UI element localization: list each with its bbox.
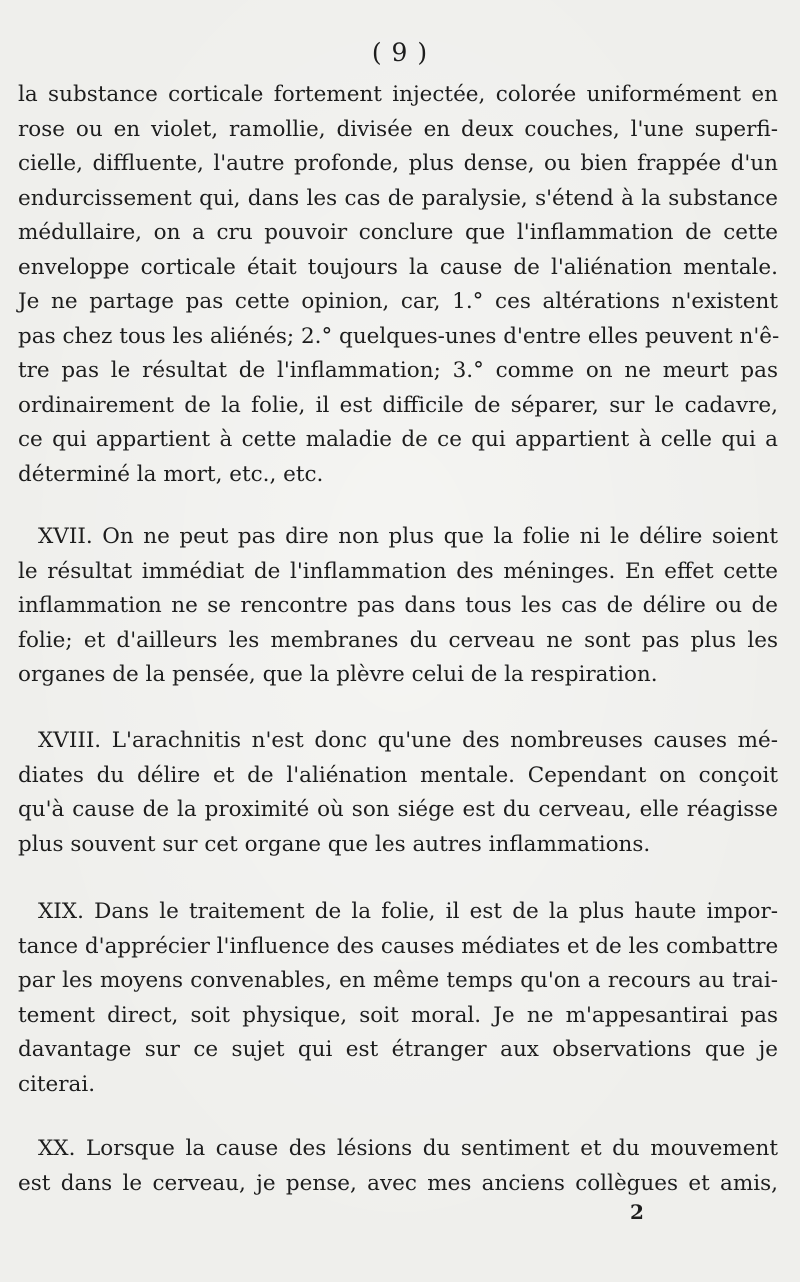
text-line: ordinairement de la folie, il est difficile de séparer, sur le cadavre, <box>18 392 778 418</box>
text-line: citerai. <box>18 1071 96 1097</box>
signature-mark: 2 <box>630 1200 644 1224</box>
text-line: qu'à cause de la proximité où son siége est du cerveau, elle réagisse <box>18 797 778 822</box>
text-line: XX. Lorsque la cause des lésions du sentiment et du mouvement <box>38 1136 778 1161</box>
text-line: tre pas le résultat de l'inflammation; 3.° comme on ne meurt pas <box>18 358 778 383</box>
section-xviii <box>18 724 778 862</box>
text-line: endurcissement qui, dans les cas de paralysie, s'étend à la substance <box>18 185 778 211</box>
text-line: davantage sur ce sujet qui est étranger aux observations que je <box>18 1037 778 1062</box>
text-line: pas chez tous les aliénés; 2.° quelques-unes d'entre elles peuvent n'ê- <box>18 323 780 349</box>
text-line: rose ou en violet, ramollie, divisée en deux couches, l'une superfi- <box>18 116 778 142</box>
text-line: tance d'apprécier l'influence des causes médiates et de les combattre <box>18 933 779 959</box>
text-line: XIX. Dans le traitement de la folie, il est de la plus haute impor- <box>38 899 778 924</box>
text-line: organes de la pensée, que la plèvre celui de la respiration. <box>18 662 658 687</box>
text-line: par les moyens convenables, en même temps qu'on a recours au trai- <box>18 968 778 993</box>
page-number: ( 9 ) <box>371 38 429 67</box>
text-line: Je ne partage pas cette opinion, car, 1.° ces altérations n'existent <box>18 289 778 314</box>
text-line: la substance corticale fortement injectée, colorée uniformément en <box>18 82 778 107</box>
text-line: XVII. On ne peut pas dire non plus que la folie ni le délire soient <box>38 524 778 549</box>
text-line: est dans le cerveau, je pense, avec mes anciens collègues et amis, <box>18 1170 778 1196</box>
text-line: déterminé la mort, etc., etc. <box>18 461 324 487</box>
section-xix <box>18 895 778 1102</box>
section-xvii <box>18 520 778 693</box>
text-line: médullaire, on a cru pouvoir conclure que l'inflammation de cette <box>18 220 778 245</box>
text-line: enveloppe corticale était toujours la cause de l'aliénation mentale. <box>18 254 778 280</box>
section-xx <box>18 1132 778 1201</box>
text-line: ce qui appartient à cette maladie de ce qui appartient à celle qui a <box>18 427 778 452</box>
text-line: cielle, diffluente, l'autre profonde, plus dense, ou bien frappée d'un <box>18 151 778 176</box>
text-line: XVIII. L'arachnitis n'est donc qu'une des nombreuses causes mé- <box>38 728 778 753</box>
text-line: folie; et d'ailleurs les membranes du cerveau ne sont pas plus les <box>18 627 778 653</box>
paragraph-continuation <box>18 78 778 492</box>
text-line: le résultat immédiat de l'inflammation des méninges. En effet cette <box>18 558 778 584</box>
text-line: inflammation ne se rencontre pas dans tous les cas de délire ou de <box>18 593 778 618</box>
text-line: diates du délire et de l'aliénation mentale. Cependant on conçoit <box>18 762 778 788</box>
text-line: tement direct, soit physique, soit moral. Je ne m'appesantirai pas <box>18 1002 778 1028</box>
text-line: plus souvent sur cet organe que les autres inflammations. <box>18 831 651 857</box>
